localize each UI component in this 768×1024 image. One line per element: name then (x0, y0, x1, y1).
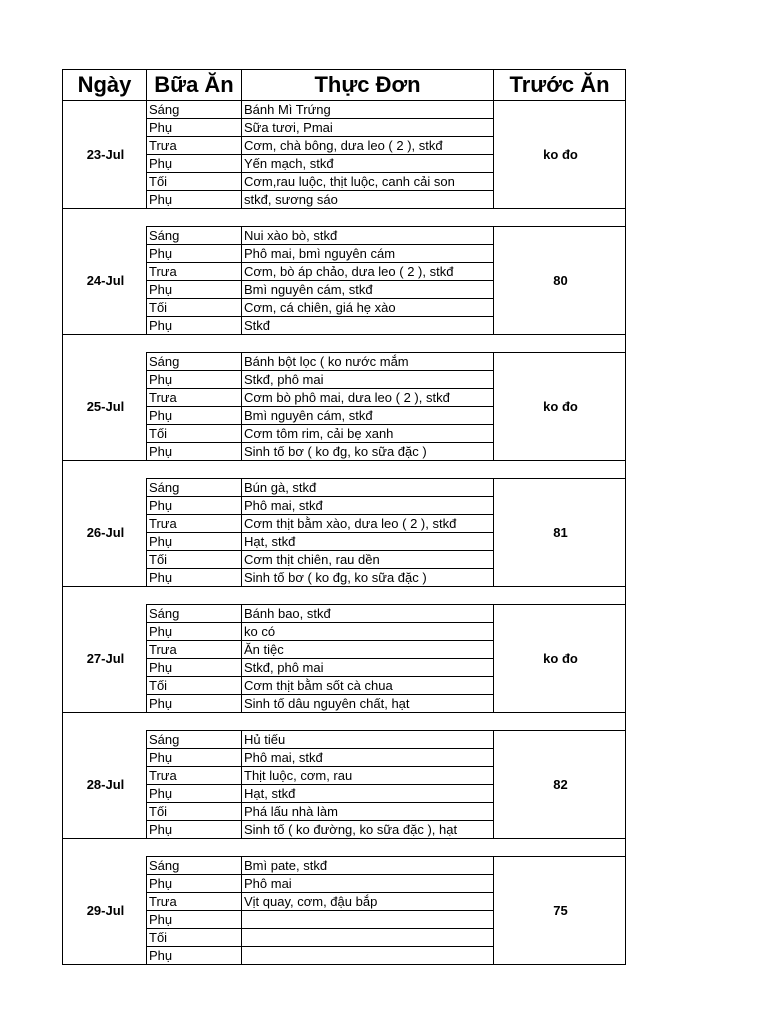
day-date-cell: 29-Jul (63, 857, 147, 965)
meal-type-cell: Tối (147, 803, 242, 821)
table-row (63, 731, 626, 749)
menu-item-cell: Cơm bò phô mai, dưa leo ( 2 ), stkđ (242, 389, 494, 407)
meal-type-cell: Sáng (147, 857, 242, 875)
meal-type-cell: Sáng (147, 731, 242, 749)
meal-type-cell: Phụ (147, 245, 242, 263)
menu-item-cell: Cơm tôm rim, cải bẹ xanh (242, 425, 494, 443)
table-row (63, 479, 626, 497)
before-meal-reading-cell: 81 (494, 479, 626, 587)
table-body (63, 101, 626, 965)
header-meal: Bữa Ăn (147, 70, 242, 101)
menu-item-cell: Cơm, chà bông, dưa leo ( 2 ), stkđ (242, 137, 494, 155)
table-row (63, 227, 626, 245)
day-date-cell: 28-Jul (63, 731, 147, 839)
meal-type-cell: Sáng (147, 227, 242, 245)
separator-cell (63, 587, 626, 605)
day-separator-row (63, 335, 626, 353)
meal-type-cell: Tối (147, 551, 242, 569)
meal-type-cell: Phụ (147, 119, 242, 137)
header-day: Ngày (63, 70, 147, 101)
menu-item-cell: Cơm,rau luộc, thịt luộc, canh cải son (242, 173, 494, 191)
menu-item-cell: Bmì pate, stkđ (242, 857, 494, 875)
meal-type-cell: Trưa (147, 515, 242, 533)
meal-type-cell: Phụ (147, 659, 242, 677)
before-meal-reading-cell: ko đo (494, 101, 626, 209)
meal-type-cell: Phụ (147, 155, 242, 173)
header-menu: Thực Đơn (242, 70, 494, 101)
menu-item-cell: Phô mai, stkđ (242, 497, 494, 515)
day-date-cell: 24-Jul (63, 227, 147, 335)
menu-item-cell (242, 929, 494, 947)
menu-item-cell: Phá lấu nhà làm (242, 803, 494, 821)
menu-item-cell: Cơm thịt bằm sốt cà chua (242, 677, 494, 695)
day-date-cell: 25-Jul (63, 353, 147, 461)
table-row (63, 605, 626, 623)
separator-cell (63, 209, 626, 227)
separator-cell (63, 335, 626, 353)
day-date-cell: 23-Jul (63, 101, 147, 209)
menu-item-cell: Cơm thịt chiên, rau dền (242, 551, 494, 569)
day-date-cell: 26-Jul (63, 479, 147, 587)
menu-item-cell: Hạt, stkđ (242, 533, 494, 551)
meal-type-cell: Phụ (147, 695, 242, 713)
menu-item-cell: Bún gà, stkđ (242, 479, 494, 497)
menu-item-cell: Phô mai, stkđ (242, 749, 494, 767)
meal-type-cell: Phụ (147, 407, 242, 425)
menu-item-cell: Bánh bột lọc ( ko nước mắm (242, 353, 494, 371)
meal-type-cell: Tối (147, 425, 242, 443)
meal-type-cell: Phụ (147, 533, 242, 551)
menu-item-cell: Stkđ, phô mai (242, 371, 494, 389)
meal-type-cell: Sáng (147, 605, 242, 623)
table-row (63, 857, 626, 875)
menu-item-cell: Sữa tươi, Pmai (242, 119, 494, 137)
meal-plan-table (62, 69, 626, 965)
menu-item-cell: Sinh tố dâu nguyên chất, hạt (242, 695, 494, 713)
meal-type-cell: Trưa (147, 641, 242, 659)
meal-type-cell: Sáng (147, 101, 242, 119)
meal-type-cell: Phụ (147, 191, 242, 209)
menu-item-cell: Hạt, stkđ (242, 785, 494, 803)
table-row (63, 353, 626, 371)
table-row (63, 101, 626, 119)
menu-item-cell: Bmì nguyên cám, stkđ (242, 281, 494, 299)
menu-item-cell: Stkđ, phô mai (242, 659, 494, 677)
before-meal-reading-cell: 80 (494, 227, 626, 335)
meal-type-cell: Trưa (147, 137, 242, 155)
menu-item-cell: Thịt luộc, cơm, rau (242, 767, 494, 785)
separator-cell (63, 461, 626, 479)
before-meal-reading-cell: 82 (494, 731, 626, 839)
day-separator-row (63, 587, 626, 605)
table-header-row (63, 70, 626, 101)
menu-item-cell: Bánh bao, stkđ (242, 605, 494, 623)
menu-item-cell: Nui xào bò, stkđ (242, 227, 494, 245)
separator-cell (63, 839, 626, 857)
header-before-meal: Trước Ăn (494, 70, 626, 101)
menu-item-cell: Stkđ (242, 317, 494, 335)
day-separator-row (63, 461, 626, 479)
menu-item-cell (242, 947, 494, 965)
separator-cell (63, 713, 626, 731)
meal-type-cell: Trưa (147, 263, 242, 281)
menu-item-cell: Sinh tố ( ko đường, ko sữa đặc ), hạt (242, 821, 494, 839)
menu-item-cell: Yến mạch, stkđ (242, 155, 494, 173)
menu-item-cell: ko có (242, 623, 494, 641)
meal-type-cell: Tối (147, 173, 242, 191)
menu-item-cell: Cơm, cá chiên, giá hẹ xào (242, 299, 494, 317)
meal-type-cell: Phụ (147, 569, 242, 587)
menu-item-cell: Sinh tố bơ ( ko đg, ko sữa đặc ) (242, 443, 494, 461)
menu-item-cell: Hủ tiếu (242, 731, 494, 749)
meal-type-cell: Tối (147, 677, 242, 695)
meal-type-cell: Sáng (147, 479, 242, 497)
menu-item-cell: Cơm, bò áp chảo, dưa leo ( 2 ), stkđ (242, 263, 494, 281)
meal-type-cell: Tối (147, 299, 242, 317)
meal-type-cell: Phụ (147, 785, 242, 803)
meal-type-cell: Phụ (147, 821, 242, 839)
meal-type-cell: Phụ (147, 911, 242, 929)
meal-type-cell: Trưa (147, 893, 242, 911)
meal-type-cell: Phụ (147, 443, 242, 461)
menu-item-cell: Phô mai (242, 875, 494, 893)
meal-type-cell: Phụ (147, 497, 242, 515)
meal-type-cell: Trưa (147, 767, 242, 785)
menu-item-cell: Bmì nguyên cám, stkđ (242, 407, 494, 425)
menu-item-cell: Bánh Mì Trứng (242, 101, 494, 119)
menu-item-cell: Phô mai, bmì nguyên cám (242, 245, 494, 263)
meal-type-cell: Phụ (147, 947, 242, 965)
meal-type-cell: Trưa (147, 389, 242, 407)
day-date-cell: 27-Jul (63, 605, 147, 713)
menu-item-cell: Ăn tiệc (242, 641, 494, 659)
before-meal-reading-cell: ko đo (494, 605, 626, 713)
meal-type-cell: Phụ (147, 317, 242, 335)
meal-type-cell: Phụ (147, 281, 242, 299)
meal-type-cell: Tối (147, 929, 242, 947)
menu-item-cell (242, 911, 494, 929)
day-separator-row (63, 209, 626, 227)
day-separator-row (63, 713, 626, 731)
menu-item-cell: Sinh tố bơ ( ko đg, ko sữa đặc ) (242, 569, 494, 587)
meal-type-cell: Sáng (147, 353, 242, 371)
before-meal-reading-cell: 75 (494, 857, 626, 965)
menu-item-cell: Cơm thịt bằm xào, dưa leo ( 2 ), stkđ (242, 515, 494, 533)
day-separator-row (63, 839, 626, 857)
menu-item-cell: stkđ, sương sáo (242, 191, 494, 209)
meal-type-cell: Phụ (147, 371, 242, 389)
meal-type-cell: Phụ (147, 623, 242, 641)
menu-item-cell: Vịt quay, cơm, đậu bắp (242, 893, 494, 911)
meal-type-cell: Phụ (147, 875, 242, 893)
before-meal-reading-cell: ko đo (494, 353, 626, 461)
meal-type-cell: Phụ (147, 749, 242, 767)
